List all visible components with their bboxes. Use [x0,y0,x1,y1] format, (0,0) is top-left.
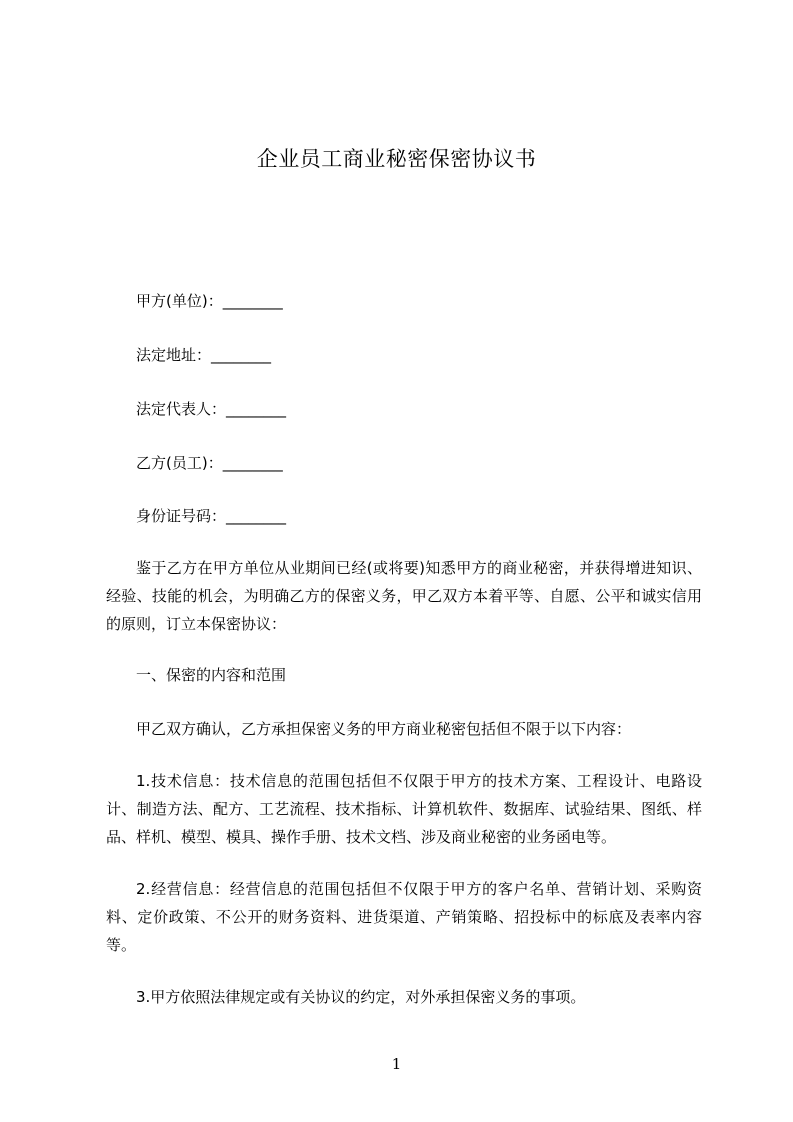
page-number: 1 [391,1055,402,1073]
section-one-intro: 甲乙双方确认，乙方承担保密义务的甲方商业秘密包括但不限于以下内容： [136,720,632,738]
section-one-heading: 一、保密的内容和范围 [136,666,287,684]
document-title: 企业员工商业秘密保密协议书 [256,147,537,171]
legal-address-field: 法定地址：________ [136,346,272,364]
item-external-obligation: 3.甲方依照法律规定或有关协议的约定，对外承担保密义务的事项。 [136,988,586,1006]
legal-representative-field: 法定代表人：________ [136,400,287,418]
id-number-field: 身份证号码：________ [136,507,287,525]
item-business-info: 2.经营信息：经营信息的范围包括但不仅限于甲方的客户名单、营销计划、采购资料、定价政策、不公开的财务资料、进货渠道、产销策略、招投标中的标底及表率内容等。 [106,880,702,954]
party-b-field: 乙方(员工)：________ [136,454,283,472]
preamble-paragraph: 鉴于乙方在甲方单位从业期间已经(或将要)知悉甲方的商业秘密，并获得增进知识、经验、技能的机会，为明确乙方的保密义务，甲乙双方本着平等、自愿、公平和诚实信用的原则，订立本保密协议： [106,559,702,633]
item-technical-info: 1.技术信息：技术信息的范围包括但不仅限于甲方的技术方案、工程设计、电路设计、制造方法、配方、工艺流程、技术指标、计算机软件、数据库、试验结果、图纸、样品、样机、模型、模具、操作手册、技术文档、涉及商业秘密的业务函电等。 [106,772,702,846]
party-a-field: 甲方(单位)：________ [136,292,283,310]
